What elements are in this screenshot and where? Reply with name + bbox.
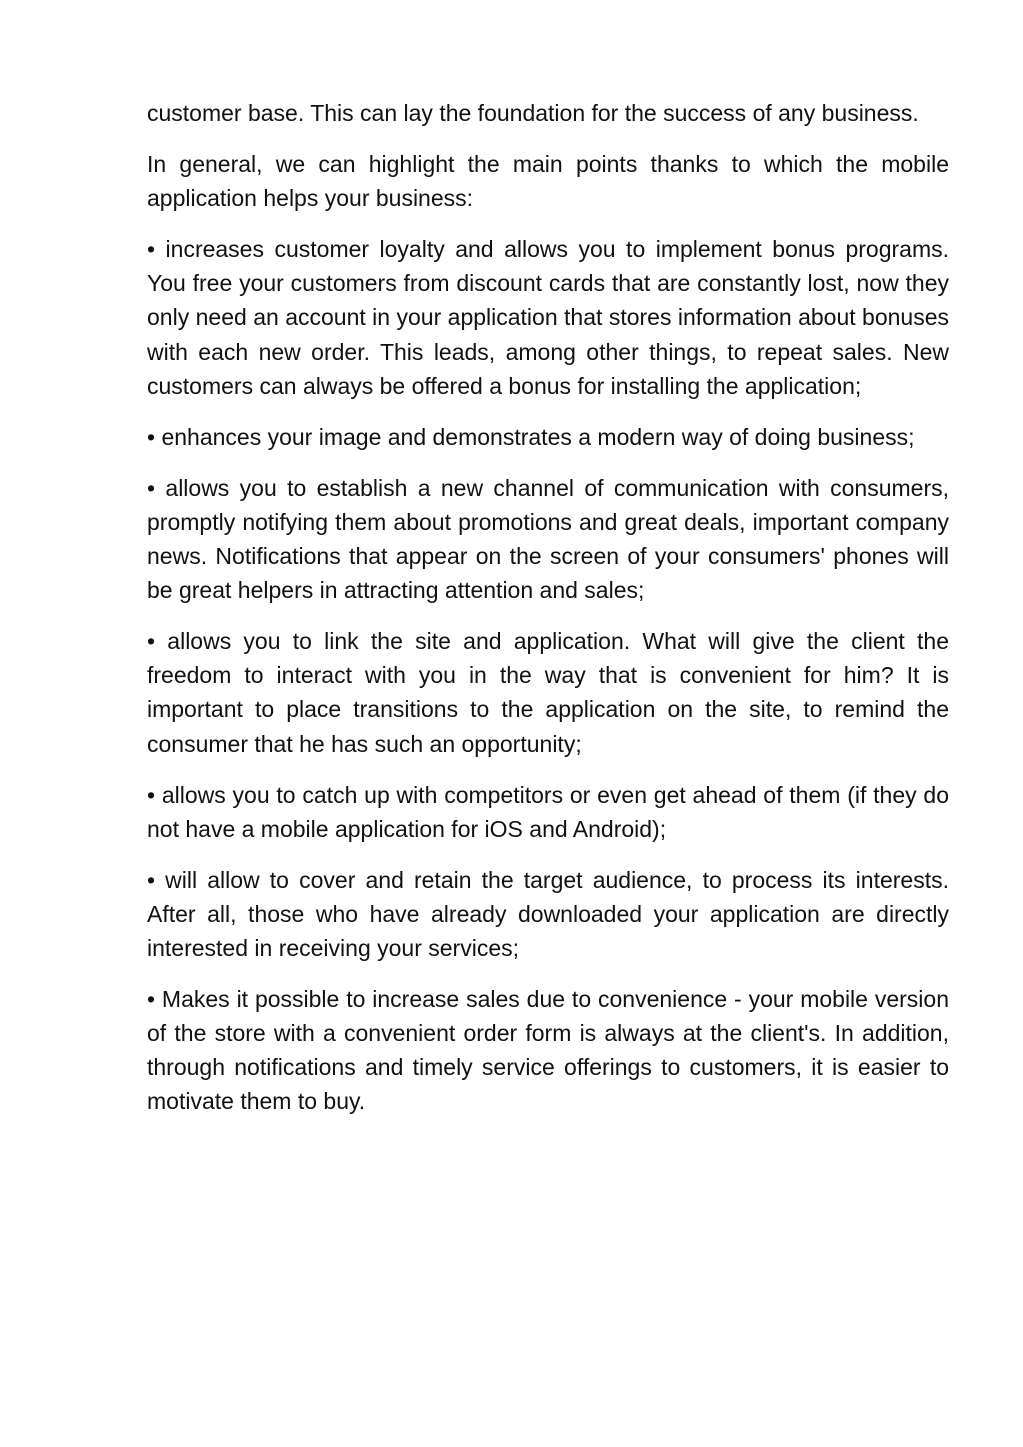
bullet-item-image: • enhances your image and demonstrates a modern way of doing business; <box>147 423 915 450</box>
bullet-item-increase-sales: • Makes it possible to increase sales due to convenience - your mobile version of the store with a convenient order form is always at the client's. In addition, through notifications and timely service offerings to customers, it is easier to motivate them to buy. <box>147 986 949 1115</box>
paragraph-intro-continuation: customer base. This can lay the foundation for the success of any business. <box>147 100 919 126</box>
paragraph-main-points-lead: In general, we can highlight the main points thanks to which the mobile application helps your business: <box>147 151 949 212</box>
bullet-item-competitors: • allows you to catch up with competitors or even get ahead of them (if they do not have a mobile application for iOS and Android); <box>147 781 949 842</box>
bullet-item-target-audience: • will allow to cover and retain the target audience, to process its interests. After all, those who have already downloaded your application are directly interested in receiving your services; <box>147 866 949 961</box>
bullet-item-link-site: • allows you to link the site and application. What will give the client the freedom to interact with you in the way that is convenient for him? It is important to place transitions to the application on the site, to remind the consumer that he has such an opportunity; <box>147 628 949 757</box>
bullet-item-customer-loyalty: • increases customer loyalty and allows you to implement bonus programs. You free your customers from discount cards that are constantly lost, now they only need an account in your application that stores information about bonuses with each new order. This leads, among other things, to repeat sales. New customers can always be offered a bonus for installing the application; <box>147 236 949 399</box>
document-page <box>147 96 949 1135</box>
bullet-item-communication-channel: • allows you to establish a new channel of communication with consumers, promptly notifying them about promotions and great deals, important company news. Notifications that appear on the screen of your consumers' phones will be great helpers in attracting attention and sales; <box>147 474 949 604</box>
